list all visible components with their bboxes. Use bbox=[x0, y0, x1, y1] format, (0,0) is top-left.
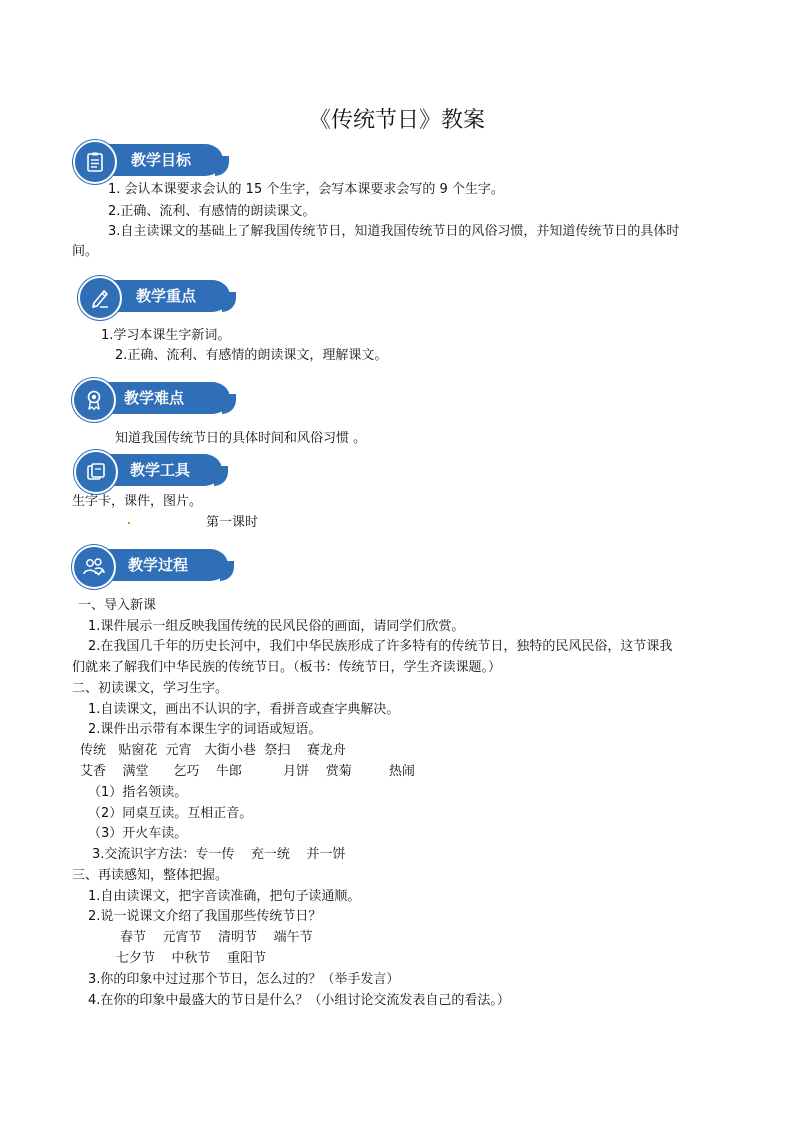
tools-heading: 教学工具 bbox=[130, 461, 191, 479]
process-line-4: 们就来了解我们中华民族的传统节日。（板书：传统节日，学生齐读课题。） bbox=[72, 660, 502, 675]
award-icon bbox=[72, 378, 116, 422]
difficulty-item-1: 知道我国传统节日的具体时间和风俗习惯 。 bbox=[115, 431, 367, 446]
process-line-5: 二、初读课文，学习生字。 bbox=[72, 681, 229, 696]
page-title: 《传统节日》教案 bbox=[308, 108, 485, 133]
key-points-banner bbox=[78, 276, 230, 316]
vocab-row-1: 传统 贴窗花 元宵 大街小巷 祭扫 赛龙舟 bbox=[80, 743, 346, 758]
process-line-19: 3.你的印象中过过那个节日，怎么过的？（举手发言） bbox=[88, 972, 400, 987]
process-line-2: 1.课件展示一组反映我国传统的民风民俗的画面，请同学们欣赏。 bbox=[88, 619, 465, 634]
process-line-11: （2）同桌互读。互相正音。 bbox=[88, 806, 253, 821]
process-line-10: （1）指名领读。 bbox=[88, 785, 188, 800]
process-line-6: 1.自读课文，画出不认识的字，看拼音或查字典解决。 bbox=[88, 702, 400, 717]
process-line-12: （3）开火车读。 bbox=[88, 826, 188, 841]
process-line-1: 一、导入新课 bbox=[78, 598, 157, 613]
people-icon bbox=[72, 545, 116, 589]
process-banner bbox=[72, 545, 228, 585]
festival-row-1: 春节 元宵节 清明节 端午节 bbox=[120, 930, 313, 945]
key-point-1: 1.学习本课生字新词。 bbox=[101, 328, 231, 343]
period-label: 第一课时 bbox=[206, 515, 259, 530]
process-line-15: 1.自由读课文，把字音读准确，把句子读通顺。 bbox=[88, 889, 361, 904]
process-line-13: 3.交流识字方法：专一传 充一统 并一饼 bbox=[92, 847, 346, 862]
difficulties-heading: 教学难点 bbox=[124, 389, 185, 407]
process-line-3: 2.在我国几千年的历史长河中，我们中华民族形成了许多特有的传统节日，独特的民风民俗，这节课我 bbox=[88, 639, 673, 654]
tools-banner bbox=[74, 450, 222, 490]
process-line-7: 2.课件出示带有本课生字的词语或短语。 bbox=[88, 722, 322, 737]
difficulties-banner bbox=[72, 378, 230, 418]
process-line-16: 2.说一说课文介绍了我国那些传统节日？ bbox=[88, 909, 322, 924]
goal-item-1: 1. 会认本课要求会认的 15 个生字，会写本课要求会写的 9 个生字。 bbox=[108, 182, 504, 197]
process-line-20: 4.在你的印象中最盛大的节日是什么？（小组讨论交流发表自己的看法。） bbox=[88, 993, 510, 1008]
goal-item-2: 2.正确、流利、有感情的朗读课文。 bbox=[108, 204, 316, 219]
process-line-14: 三、再读感知，整体把握。 bbox=[72, 868, 229, 883]
goal-item-3-cont: 间。 bbox=[72, 244, 99, 259]
pencil-icon bbox=[78, 276, 122, 320]
festival-row-2: 七夕节 中秋节 重阳节 bbox=[116, 951, 267, 966]
folders-icon bbox=[74, 450, 118, 494]
key-point-2: 2.正确、流利、有感情的朗读课文，理解课文。 bbox=[115, 348, 388, 363]
goal-item-3: 3.自主读课文的基础上了解我国传统节日，知道我国传统节日的风俗习惯，并知道传统节日的具体时 bbox=[108, 224, 680, 239]
vocab-row-2: 艾香 满堂 乞巧 牛郎 月饼 赏菊 热闹 bbox=[80, 764, 415, 779]
goals-heading: 教学目标 bbox=[131, 151, 192, 169]
tools-item-1: 生字卡，课件，图片。 bbox=[72, 494, 203, 509]
decorative-dot bbox=[128, 522, 130, 524]
process-heading: 教学过程 bbox=[128, 556, 189, 574]
goals-banner bbox=[73, 140, 223, 180]
clipboard-icon bbox=[73, 140, 117, 184]
key-points-heading: 教学重点 bbox=[136, 287, 197, 305]
